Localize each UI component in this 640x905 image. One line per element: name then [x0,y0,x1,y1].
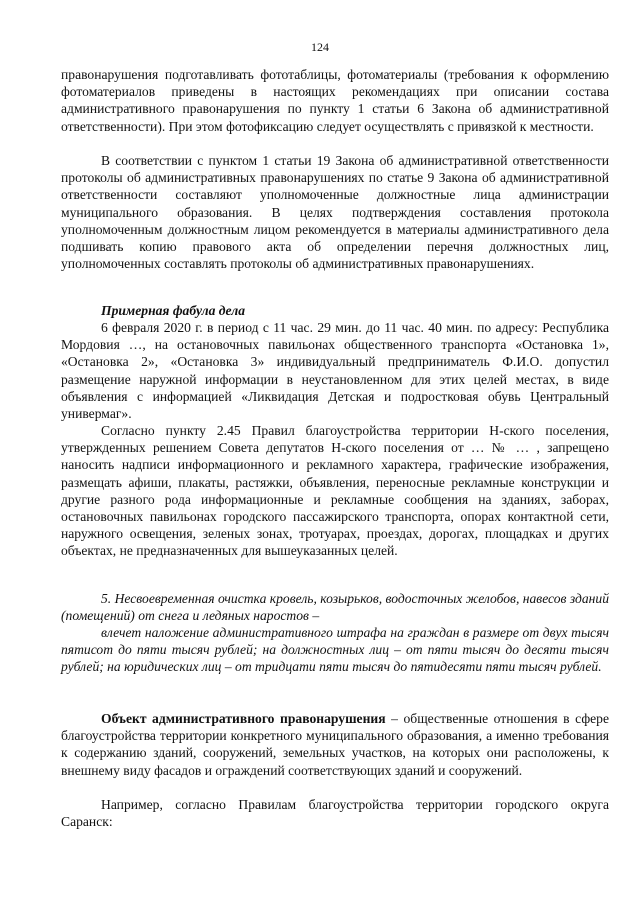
offense-object-term: Объект административного правонарушения [101,711,386,726]
page-number: 124 [311,40,329,54]
paragraph-example-saransk: Например, согласно Правилам благоустройства территории городского округа Саранск: [61,797,609,830]
paragraph-offense-object [61,710,609,779]
heading-sample-case: Примерная фабула дела [101,303,246,318]
paragraph-penalty: влечет наложение административного штрафа на граждан в размере от двух тысяч пятисот до пяти тысяч рублей; на должностных лиц – от пяти тысяч до десяти тысяч рублей; на юридических лиц – от тридцати пяти тысяч до пятидесяти пяти тысяч рублей. [61,625,609,675]
offense-object-definition: – общественные отношения в сфере благоустройства территории конкретного муниципального образования, а именно требования к содержанию зданий, сооружений, земельных участков, на которых они расположены, к внешнему виду фасадов и ограждений соответствующих зданий и сооружений. [61,711,609,778]
paragraph-offense-5: 5. Несвоевременная очистка кровель, козырьков, водосточных желобов, навесов зданий (помещений) от снега и ледяных наростов – [61,591,609,624]
paragraph-rules-clause: Согласно пункту 2.45 Правил благоустройства территории Н-ского поселения, утвержденных решением Совета депутатов Н-ского поселения от … № … , запрещено наносить надписи информационного и рекламного характера, графические изображения, размещать афиши, плакаты, растяжки, объявления, переносные рекламные конструкции и другие разного рода информационные и рекламные сообщения на зданиях, заборах, остановочных павильонах городского пассажирского транспорта, опорах контактной сети, наружного освещения, зеленых зонах, тротуарах, проездах, дорогах, площадках и других объектах, не предназначенных для вышеуказанных целей. [61,423,609,559]
paragraph-case-description: 6 февраля 2020 г. в период с 11 час. 29 мин. до 11 час. 40 мин. по адресу: Республика Мордовия …, на остановочных павильонах общественного транспорта «Остановка 1», «Остановка 2», «Остановка 3» индивидуальный предприниматель Ф.И.О. допустил размещение наружной информации в неустановленном для этих целей местах, в виде объявления с информацией «Ликвидация Детская и подростковая обувь Центральный универмаг». [61,320,609,422]
paragraph-photo-requirements: правонарушения подготавливать фототаблицы, фотоматериалы (требования к оформлению фотоматериалов приведены в настоящих рекомендациях при описании состава административного правонарушения по пункту 1 статьи 6 Закона об административной ответственности). При этом фотофиксацию следует осуществлять с привязкой к местности. [61,67,609,134]
paragraph-protocol-authority: В соответствии с пунктом 1 статьи 19 Закона об административной ответственности протоколы об административных правонарушениях по статье 9 Закона об административной ответственности составляют уполномоченные должностные лица администрации муниципального образования. В целях подтверждения составления протокола уполномоченным должностным лицом рекомендуется в материалы административного дела подшивать копию правового акта об определении перечня должностных лиц, уполномоченных составлять протоколы об административных правонарушениях. [61,153,609,272]
